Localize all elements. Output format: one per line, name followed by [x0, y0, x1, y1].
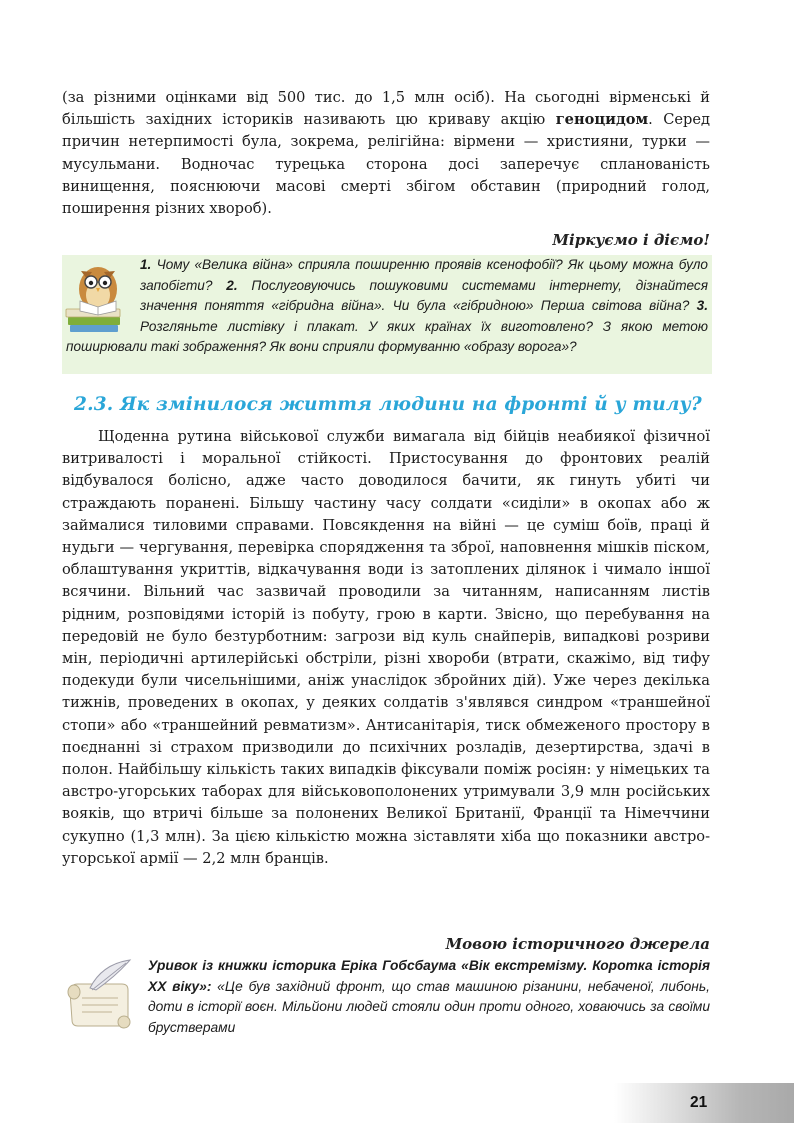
question-3: Розгляньте листівку і плакат. У яких країнах їх виготовлено? З якою метою поширювали такі зображення? Як вони сприяли формуванню «образу ворога»? [66, 318, 708, 355]
source-block [62, 956, 712, 1034]
question-number-1: 1. [140, 257, 152, 272]
intro-term: геноцидом [555, 111, 649, 129]
question-1: Чому «Велика війна» сприяла поширенню проявів ксенофобії? Як цьому можна було запобігти? [140, 257, 708, 293]
think-heading: Міркуємо і діємо! [552, 231, 710, 249]
source-heading: Мовою історичного джерела [445, 935, 710, 953]
question-2: Послуговуючись пошуковими системами інтернету, дізнайтеся значення поняття «гібридна війна». Чи була «гібридною» Перша світова війна? [140, 277, 708, 314]
source-text [148, 956, 710, 1038]
question-number-3: 3. [696, 298, 708, 314]
intro-paragraph [62, 87, 710, 220]
think-questions [66, 255, 708, 358]
intro-text-2: . Серед причин нетерпимості була, зокрема, релігійна: вірмени — християни, турки — мусульмани. Водночас турецька сторона досі заперечує спланованість винищення, пояснюючи масові смерті збігом обставин (природний голод, поширення різних хвороб). [62, 111, 711, 218]
think-box [62, 255, 712, 374]
source-quote: «Це був західний фронт, що став машиною різанини, небаченої, либонь, доти в історії воєн. Мільйони людей стояли один проти одного, ховаючись за своїми брустверами [148, 978, 710, 1035]
source-lead: Уривок із книжки історика Еріка Гобсбаума «Вік екстремізму. Коротка історія XX віку»: [148, 958, 710, 994]
question-number-2: 2. [226, 277, 238, 293]
section-title: 2.3. Як змінилося життя людини на фронті й у тилу? [74, 394, 702, 415]
section-body: Щоденна рутина військової служби вимагала від бійців неабиякої фізичної витривалості і моральної стійкості. Пристосування до фронтових реалій відбувалося болісно, адже часто доводилося бачити, як гинуть убиті чи страждають поранені. Більшу частину часу солдати «сиділи» в окопах або ж займалися тиловими справами. Повсякдення на війні — це суміш боїв, праці й нудьги — чергування, перевірка спорядження та зброї, наповнення мішків піском, облаштування укриттів, відкачування води із затоплених ділянок і чимало іншої всячини. Вільний час зазвичай проводили за читанням, написанням листів рідним, розповідями історій із побуту, грою в карти. Звісно, що перебування на передовій не було безтурботним: загрози від куль снайперів, випадкові розриви мін, періодичні артилерійські обстріли, різні хвороби (втрати, скажімо, від тифу подекуди були чисельнішими, аніж унаслідок збройних дій). Уже через декілька тижнів, проведених в окопах, у деяких солдатів з'являвся синдром «траншейної стопи» або «траншейний ревматизм». Антисанітарія, тиск обмеженого простору в поєднанні зі страхом призводили до психічних розладів, дезертирства, здачі в полон. Найбільшу кількість таких випадків фіксували поміж росіян: у німецьких та австро-угорських таборах для військовополонених утримували 3,9 млн російських вояків, що втричі більше за полонених Великої Британії, Франції та Німеччини сукупно (1,3 млн). За цією кількістю можна зіставляти хіба що показники австро-угорської армії — 2,2 млн бранців. [62, 428, 710, 867]
scroll-quill-icon [62, 958, 136, 1030]
page-number: 21 [690, 1094, 708, 1111]
intro-text-1: (за різними оцінками від 500 тис. до 1,5 млн осіб). На сьогодні вірменські й більшість західних істориків називають цю криваву акцію [62, 89, 710, 129]
